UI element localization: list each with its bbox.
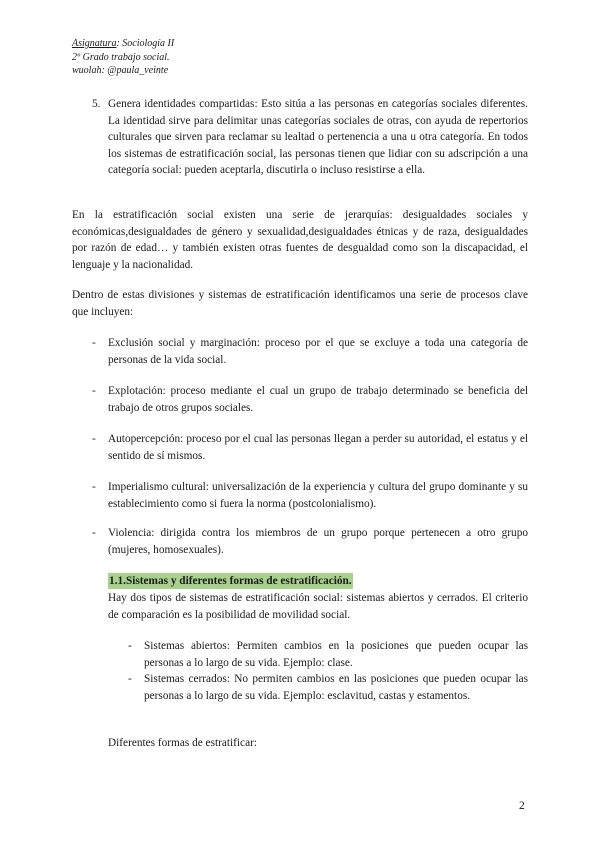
paragraph-hierarchies: En la estratificación social existen una serie de jerarquías: desigualdades sociales y económicas,desigualdades de género y sexualidad,desigualdades étnicas y de raza, desigualdades por razón de edad… y también existen otras fuentes de desgualdad como son la discapacidad, el lenguaje y la nacionalidad. [72,209,528,271]
closing-line: Diferentes formas de estratificar: [108,737,257,749]
paragraph-processes-intro: Dentro de estas divisiones y sistemas de estratificación identificamos una serie de procesos clave que incluyen: [72,289,528,318]
author-line: wuolah: @paula_veinte [72,65,169,76]
bullet-dash: - [92,481,96,493]
course-line: 2º Grado trabajo social. [72,51,170,63]
list-number: 5. [92,98,101,110]
bullet-dash: - [128,640,132,652]
process-item-selfperception: Autopercepción: proceso por el cual las personas llegan a perder su autoridad, el estatus y el sentido de sí mismos. [108,433,528,462]
subject-label: Asignatura [72,38,117,49]
section-heading: 1.1.Sistemas y diferentes formas de estratificación. [109,575,352,587]
system-item-closed: Sistemas cerrados: No permiten cambios en las posiciones que pueden ocupar las personas a lo largo de su vida. Ejemplo: esclavitud, castas y estamentos. [144,673,528,702]
bullet-dash: - [128,673,132,685]
process-item-violence: Violencia: dirigida contra los miembros de un grupo porque pertenecen a otro grupo (mujeres, homosexuales). [108,527,528,556]
process-item-imperialism: Imperialismo cultural: universalización de la experiencia y cultura del grupo dominante y su establecimiento como si fuera la norma (postcolonialismo). [108,481,528,510]
bullet-dash: - [92,527,96,539]
page-header [72,37,174,78]
bullet-dash: - [92,337,96,349]
list-item-identities: Genera identidades compartidas: Esto sitúa a las personas en categorías sociales diferentes. La identidad sirve para delimitar unas categorías sociales de otras, con ayuda de repertorios culturales que sirven para reclamar su lealtad o pertenencia a una u otra categoría. En todos los sistemas de estratificación social, las personas tienen que lidiar con su adscripción a una categoría social: pueden aceptarla, discutirla o incluso resistirse a ella. [108,98,528,176]
bullet-dash: - [92,433,96,445]
process-item-exploitation: Explotación: proceso mediante el cual un grupo de trabajo determinado se beneficia del trabajo de otros grupos sociales. [108,385,528,414]
system-item-open: Sistemas abiertos: Permiten cambios en la posiciones que pueden ocupar las personas a lo largo de su vida. Ejemplo: clase. [144,640,528,669]
page-number: 2 [519,800,525,812]
subject-name: : Sociología II [116,38,175,49]
section-intro: Hay dos tipos de sistemas de estratificación social: sistemas abiertos y cerrados. El criterio de comparación es la posibilidad de movilidad social. [108,592,528,621]
bullet-dash: - [92,385,96,397]
process-item-exclusion: Exclusión social y marginación: proceso por el que se excluye a toda una categoría de personas de la vida social. [108,337,528,366]
